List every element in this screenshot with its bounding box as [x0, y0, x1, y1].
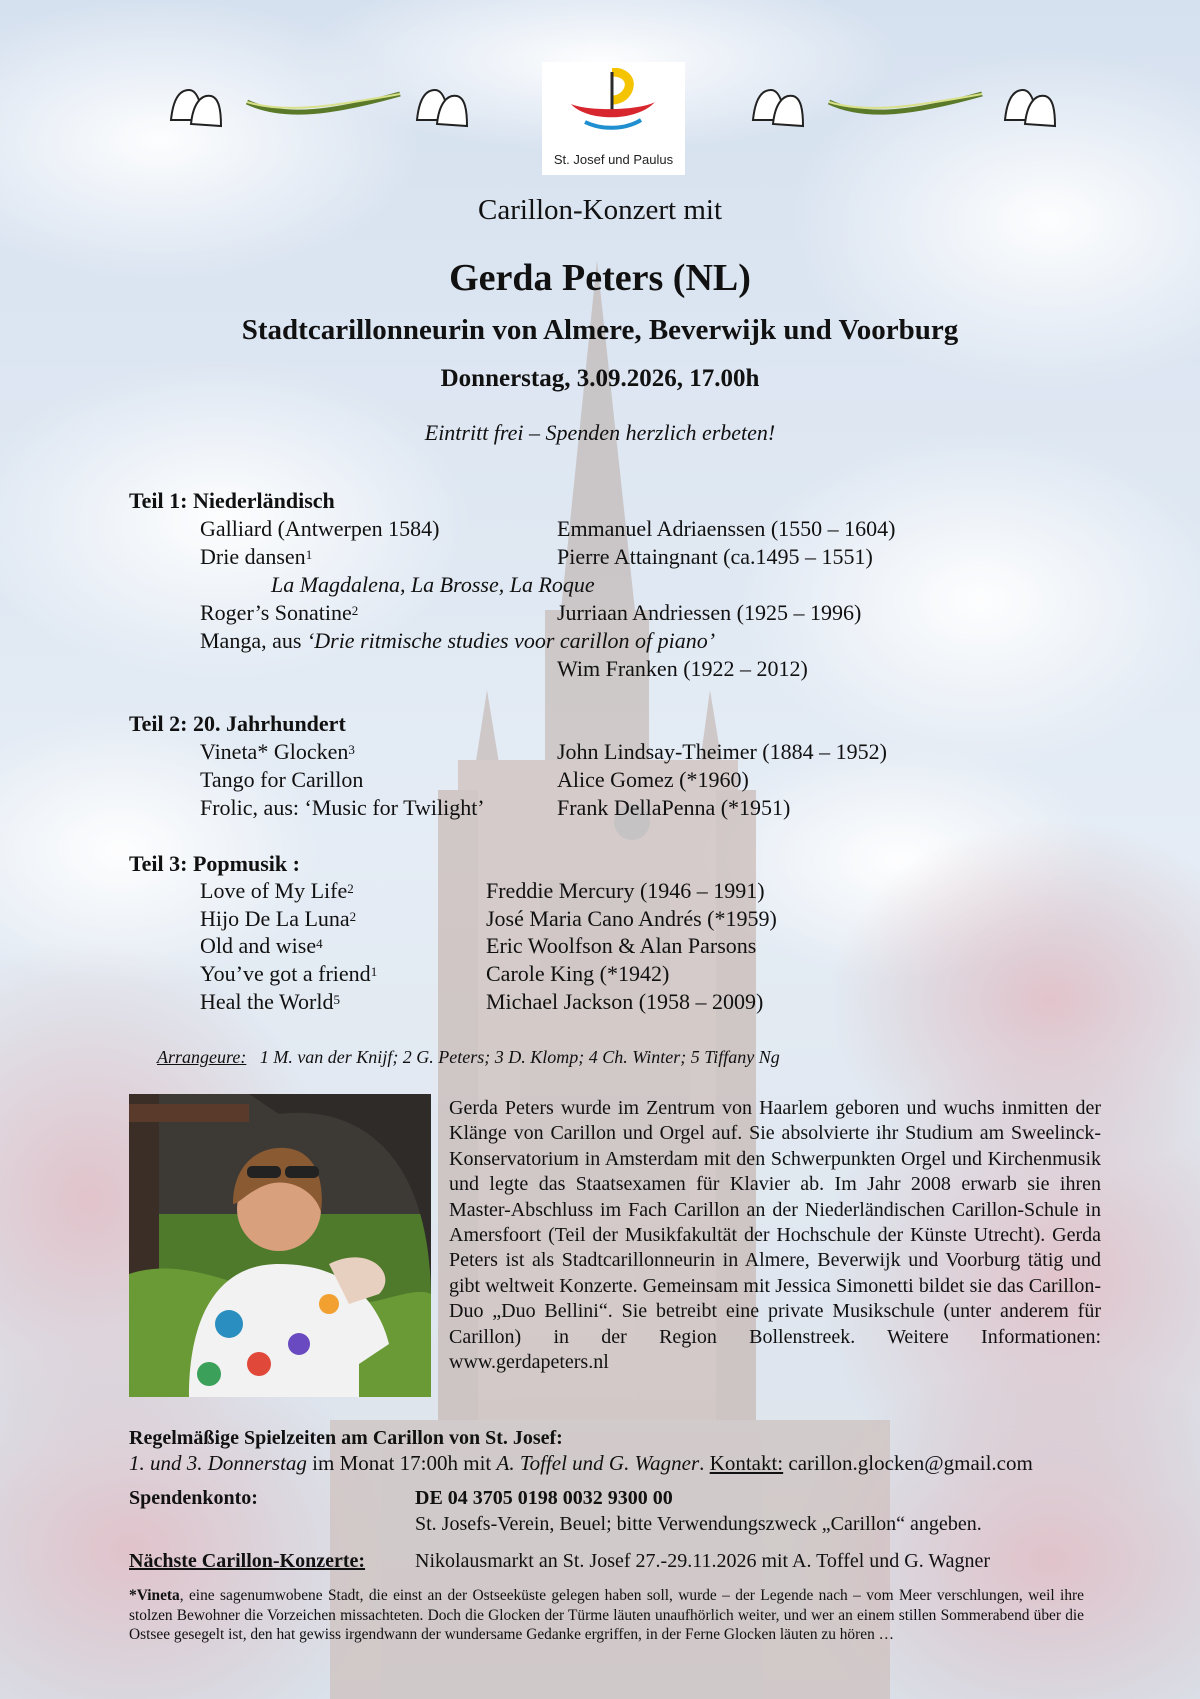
bells-branch-left-icon [165, 80, 485, 138]
piece-title: Hijo De La Luna$^2$ [200, 906, 357, 931]
piece-composer: Michael Jackson (1958 – 2009) [486, 989, 764, 1014]
entry-note: Eintritt frei – Spenden herzlich erbeten! [424, 420, 776, 445]
piece-composer: Wim Franken (1922 – 2012) [557, 656, 808, 681]
bells-branch-right-icon [747, 80, 1067, 138]
piece-title: Vineta* Glocken$^3$ [200, 739, 355, 764]
concert-date: Donnerstag, 3.09.2026, 17.00h [440, 365, 760, 392]
piece-composer: Frank DellaPenna (*1951) [557, 795, 791, 820]
contact-email[interactable]: carillon.glocken@gmail.com [783, 1451, 1033, 1475]
piece-title: Tango for Carillon [200, 767, 364, 792]
donation-iban: DE 04 3705 0198 0032 9300 00 [415, 1487, 673, 1509]
piece-composer: Freddie Mercury (1946 – 1991) [486, 878, 765, 903]
ship-logo-icon [567, 68, 659, 140]
piece-title: Heal the World$^5$ [200, 989, 340, 1014]
piece-title: You’ve got a friend$^1$ [200, 961, 378, 986]
piece-title: Roger’s Sonatine$^2$ [200, 600, 359, 625]
parish-logo [542, 62, 685, 175]
logo-text: St. Josef und Paulus [553, 152, 674, 167]
portrait-photo [129, 1094, 431, 1397]
piece-composer: John Lindsay-Theimer (1884 – 1952) [557, 739, 887, 764]
performer-bio: Gerda Peters wurde im Zentrum von Haarlem geboren und wuchs inmitten der Klänge von Carillon und Orgel auf. Sie absolvierte ihr Studium am Sweelinck-Konservatorium in Amsterdam mit den Schwerpunkten Orgel und Kirchenmusik und legte das Staatsexamen für Klavier ab. Im Jahr 2008 erwarb sie ihren Master-Abschluss im Fach Carillon an der Niederländischen Carillon-Schule in Amersfoort (Teil der Musikfakultät der Hochschule der Künste Utrecht). Gerda Peters ist als Stadtcarillonneurin in Almere, Beverwijk und Voorburg tätig und gibt weltweit Konzerte. Gemeinsam mit Jessica Simonetti bildet sie das Carillon-Duo „Duo Bellini“. Sie betreibt eine private Musikschule (unter anderem für Carillon) in der Region Bollenstreek. Weitere Informationen: www.gerdapeters.nl [449, 1097, 1101, 1374]
piece-composer: Eric Woolfson & Alan Parsons [486, 933, 757, 958]
piece-title: Old and wise$^4$ [200, 933, 323, 958]
piece-composer: Pierre Attaingnant (ca.1495 – 1551) [557, 544, 873, 569]
donation-note: St. Josefs-Verein, Beuel; bitte Verwendungszweck „Carillon“ angeben. [415, 1513, 982, 1535]
piece-title: Love of My Life$^2$ [200, 878, 354, 903]
piece-title: Drie dansen$^1$ [200, 544, 313, 569]
piece-composer: Jurriaan Andriessen (1925 – 1996) [557, 600, 862, 625]
next-concerts-text: Nikolausmarkt an St. Josef 27.-29.11.2026 mit A. Toffel und G. Wagner [415, 1550, 991, 1572]
arrangers-line: Arrangeure: 1 M. van der Knijf; 2 G. Peters; 3 D. Klomp; 4 Ch. Winter; 5 Tiffany Ng [157, 1047, 780, 1067]
part2-title: Teil 2: 20. Jahrhundert [129, 711, 346, 736]
performer-name: Gerda Peters (NL) [449, 257, 751, 299]
vineta-footnote: *Vineta, eine sagenumwobene Stadt, die einst an der Ostseeküste gelegen haben soll, wurde – der Legende nach – vom Meer verschlungen, weil ihre stolzen Bewohner die Vorzeichen missachteten. Doch die Glocken der Türme läuten unaufhörlich weiter, und wer an einem stillen Sommerabend über die Ostsee gesegelt ist, den hat gewiss irgendwann der wundersame Gedanke ergriffen, in der Ferne Glocken läuten zu hören … [129, 1587, 1084, 1644]
part1-title: Teil 1: Niederländisch [129, 488, 335, 513]
next-concerts-label: Nächste Carillon-Konzerte: [129, 1550, 366, 1572]
piece-title: Galliard (Antwerpen 1584) [200, 516, 440, 541]
piece-title: Frolic, aus: ‘Music for Twilight’ [200, 795, 485, 820]
piece-subtitle: La Magdalena, La Brosse, La Roque [271, 572, 595, 597]
regular-times-line: 1. und 3. Donnerstag im Monat 17:00h mit A. Toffel und G. Wagner. Kontakt: carillon.glocken@gmail.com [129, 1451, 1033, 1475]
donation-label: Spendenkonto: [129, 1487, 258, 1509]
performer-role: Stadtcarillonneurin von Almere, Beverwijk und Voorburg [241, 314, 959, 346]
intro-line: Carillon-Konzert mit [477, 194, 723, 226]
piece-composer: Emmanuel Adriaenssen (1550 – 1604) [557, 516, 896, 541]
piece-composer: José Maria Cano Andrés (*1959) [486, 906, 777, 931]
regular-times-title: Regelmäßige Spielzeiten am Carillon von St. Josef: [129, 1427, 563, 1449]
piece-composer: Carole King (*1942) [486, 961, 670, 986]
piece-composer: Alice Gomez (*1960) [557, 767, 749, 792]
part3-title: Teil 3: Popmusik : [129, 851, 300, 876]
piece-title: Manga, aus ‘Drie ritmische studies voor carillon of piano’ [200, 628, 716, 653]
